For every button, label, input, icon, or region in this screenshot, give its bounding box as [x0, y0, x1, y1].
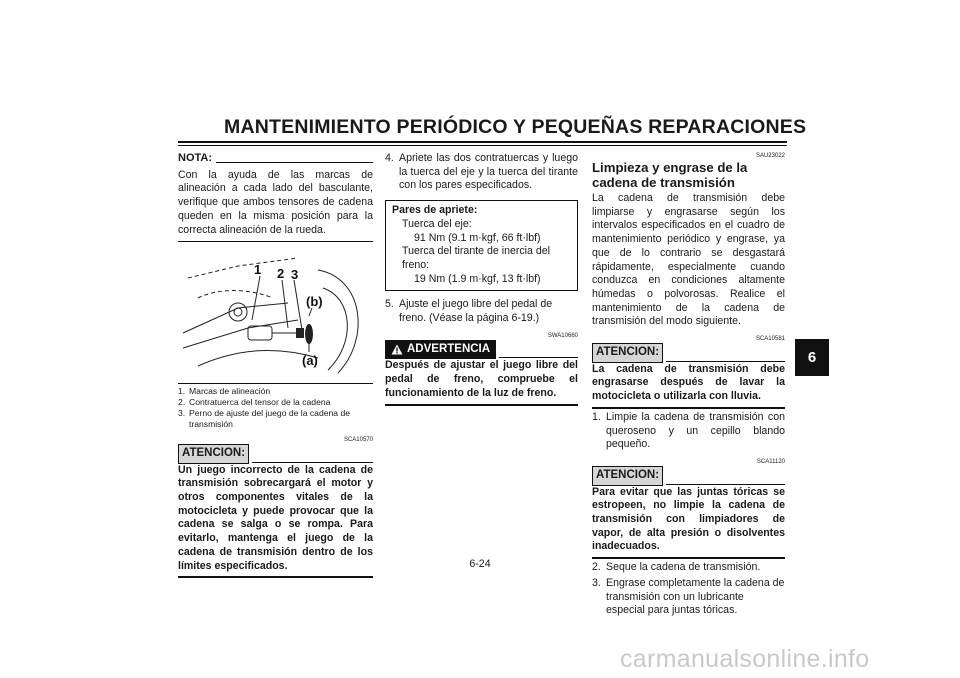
diagram-label-b: (b)	[306, 294, 323, 310]
caution-heading	[178, 444, 373, 464]
step-item	[592, 577, 785, 618]
section-title: Limpieza y engrase de la cadena de transmisión	[592, 160, 748, 190]
caption-number: 1.	[178, 385, 186, 396]
note-end-rule	[178, 241, 373, 242]
step-text: Engrase completamente la cadena de transmisión con un lubricante especial para juntas tóricas.	[606, 576, 785, 617]
ref-code: SCA10570	[343, 436, 373, 443]
torque-spec-box	[385, 200, 578, 291]
page-number: 6-24	[469, 558, 491, 570]
caution-heading	[592, 466, 785, 486]
diagram-label-a: (a)	[302, 353, 318, 369]
caution-badge: ATENCION:	[178, 444, 249, 464]
caption-item	[178, 386, 373, 397]
ref-code: SCA11120	[756, 458, 785, 465]
caution-heading	[592, 343, 785, 363]
warning-triangle-icon	[391, 344, 403, 355]
step-number: 4.	[385, 152, 394, 164]
step-list	[385, 298, 578, 325]
warning-text: Después de ajustar el juego libre del pedal de freno, compruebe el funcionamiento de la luz de freno.	[385, 359, 578, 405]
diagram-label-3: 3	[291, 267, 299, 283]
caption-number: 2.	[178, 396, 186, 407]
step-item	[385, 298, 578, 325]
spec-rod-label: Tuerca del tirante de inercia del freno:	[402, 245, 551, 271]
step-number: 2.	[592, 561, 601, 574]
column-middle	[385, 152, 578, 406]
caution-badge: ATENCION:	[592, 343, 663, 363]
ref-code: SCA10581	[755, 336, 785, 343]
step-item	[592, 411, 785, 452]
note-label: NOTA:	[178, 152, 213, 164]
warning-heading	[385, 340, 578, 360]
step-text: Ajuste el juego libre del pedal de freno. (Véase la página 6-19.)	[399, 298, 553, 325]
step-list	[592, 561, 785, 618]
step-number: 5.	[385, 298, 394, 311]
caution-text: Un juego incorrecto de la cadena de transmisión sobrecargará el motor y otros componentes vitales de la motocicleta y puede provocar que la cadena se salga o se rompa. Para evitarlo, mantenga el juego de la cadena de transmisión dentro de los límites especificados.	[178, 464, 373, 579]
chain-adjuster-diagram	[178, 248, 371, 378]
title-rule-thin	[178, 145, 787, 146]
spec-axle-value: 91 Nm (9.1 m·kgf, 66 ft·lbf)	[414, 231, 541, 244]
title-rule	[178, 141, 787, 143]
caution-heading-rule	[252, 462, 373, 463]
diagram-captions	[178, 386, 373, 430]
warning-badge	[385, 340, 496, 360]
step-number: 1.	[592, 410, 601, 423]
caution-heading-rule	[666, 484, 785, 485]
column-left	[178, 152, 373, 578]
column-right	[592, 152, 785, 618]
step-text: Limpie la cadena de transmisión con queroseno y un cepillo blando pequeño.	[606, 410, 785, 451]
diagram-label-1: 1	[254, 262, 262, 278]
warning-heading-rule	[499, 357, 578, 358]
diagram-label-2: 2	[277, 266, 285, 282]
chapter-tab[interactable]: 6	[795, 339, 829, 376]
caption-item	[178, 408, 373, 430]
step-text: Apriete las dos contratuercas y luego la tuerca del eje y la tuerca del tirante con los pares especificados.	[399, 152, 578, 192]
section-intro: La cadena de transmisión debe limpiarse y engrasarse según los intervalos especificados en el cuadro de mantenimiento periódico y engrase, ya que de lo contrario se desgastará rápidamente, especialmente cuando conduzca en condiciones altamente húmedas o polvorosas. Realice el mantenimiento de la cadena de transmisión del modo siguiente.	[592, 192, 785, 328]
spec-rod-value: 19 Nm (1.9 m·kgf, 13 ft·lbf)	[414, 272, 541, 285]
note-heading-rule	[216, 162, 373, 163]
step-number: 3.	[592, 576, 601, 589]
spec-axle-label: Tuerca del eje:	[402, 217, 472, 230]
step-list	[385, 152, 578, 193]
caption-item	[178, 397, 373, 408]
ref-code: SAU23022	[755, 153, 785, 159]
watermark: carmanualsonline.info	[620, 645, 870, 673]
warning-label: ADVERTENCIA	[407, 342, 491, 355]
caution-heading-rule	[666, 361, 785, 362]
step-item	[592, 561, 785, 575]
step-text: Seque la cadena de transmisión.	[606, 561, 761, 574]
page-title: MANTENIMIENTO PERIÓDICO Y PEQUEÑAS REPARACIONES	[224, 116, 807, 138]
caution-badge: ATENCION:	[592, 466, 663, 486]
caution-text: Para evitar que las juntas tóricas se estropeen, no limpie la cadena de transmisión con limpiadores de vapor, de alta presión o disolventes inadecuados.	[592, 486, 785, 560]
note-heading	[178, 152, 373, 166]
note-text: Con la ayuda de las marcas de alineación a cada lado del basculante, verifique que ambos tensores de cadena queden en la misma posición para la correcta alineación de la rueda.	[178, 168, 373, 236]
ref-code: SWA10660	[547, 332, 578, 339]
caution-text: La cadena de transmisión debe engrasarse después de lavar la motocicleta o utilizarla con lluvia.	[592, 363, 785, 409]
caption-text: Contratuerca del tensor de la cadena	[189, 396, 331, 407]
step-list	[592, 411, 785, 452]
spec-heading: Pares de apriete:	[392, 204, 478, 217]
diagram-rule	[178, 383, 373, 384]
step-item	[385, 152, 578, 193]
caption-text: Perno de ajuste del juego de la cadena de transmisión	[189, 407, 351, 429]
caption-number: 3.	[178, 407, 186, 418]
caption-text: Marcas de alineación	[189, 385, 271, 396]
